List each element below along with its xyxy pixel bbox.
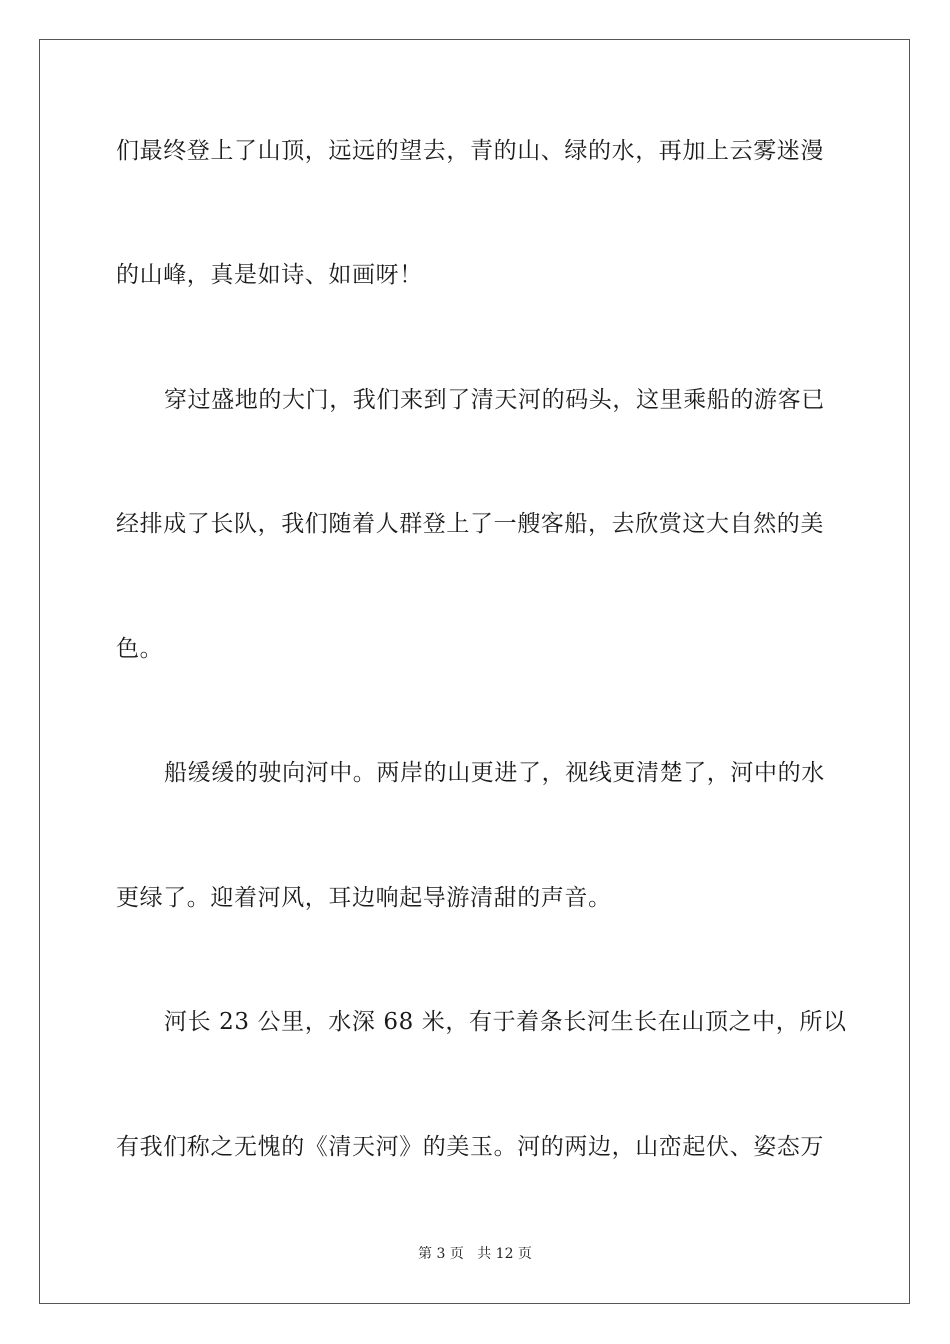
paragraph-line: 船缓缓的驶向河中。两岸的山更进了，视线更清楚了，河中的水	[164, 760, 825, 786]
paragraph-line: 色。	[116, 636, 164, 662]
paragraph-line: 穿过盛地的大门，我们来到了清天河的码头，这里乘船的游客已	[164, 387, 825, 413]
page-total: 共 12 页	[477, 1246, 532, 1262]
page-border	[39, 39, 910, 1304]
paragraph-line: 经排成了长队，我们随着人群登上了一艘客船，去欣赏这大自然的美	[116, 511, 824, 537]
paragraph-line: 们最终登上了山顶，远远的望去，青的山、绿的水，再加上云雾迷漫	[116, 138, 824, 164]
paragraph-line: 的山峰，真是如诗、如画呀！	[116, 262, 423, 288]
page-number: 第 3 页	[418, 1246, 464, 1262]
paragraph-line: 河长 23 公里，水深 68 米，有于着条长河生长在山顶之中，所以	[164, 1009, 847, 1035]
paragraph-line: 有我们称之无愧的《清天河》的美玉。河的两边，山峦起伏、姿态万	[116, 1134, 824, 1160]
page-footer	[0, 1244, 950, 1264]
paragraph-line: 更绿了。迎着河风，耳边响起导游清甜的声音。	[116, 885, 612, 911]
